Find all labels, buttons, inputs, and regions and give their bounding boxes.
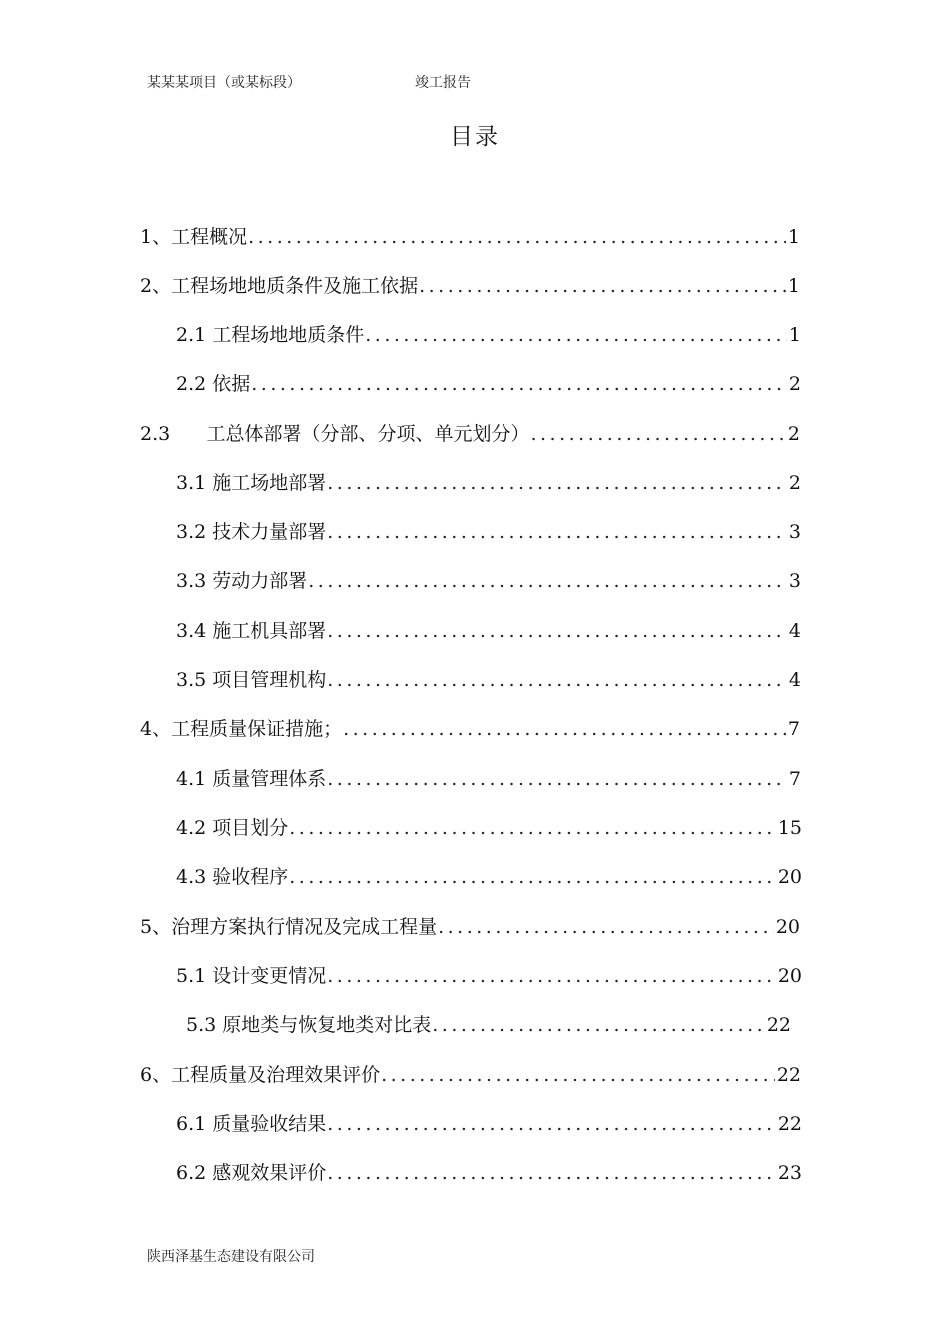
toc-dot-leader [419, 271, 786, 301]
toc-dot-leader [432, 1010, 765, 1040]
toc-entry-page: 23 [777, 1162, 802, 1184]
toc-entry-label: 6.1 质量验收结果 [176, 1113, 327, 1135]
toc-entry-label: 2.1 工程场地地质条件 [176, 324, 365, 346]
toc-entry-page: 7 [788, 768, 801, 790]
toc-entry-label: 6.2 感观效果评价 [176, 1162, 327, 1184]
toc-entry[interactable] [176, 320, 801, 350]
toc-entry-page: 22 [766, 1014, 791, 1036]
toc-entry[interactable] [140, 419, 800, 449]
toc-entry-page: 1 [788, 324, 801, 346]
header-project-name: 某某某项目（或某标段） [147, 75, 301, 91]
toc-entry[interactable] [176, 566, 801, 596]
toc-entry-label: 2.2 依据 [176, 373, 251, 395]
footer-company-name: 陕西泽基生态建设有限公司 [147, 1249, 315, 1265]
toc-entry-page: 22 [776, 1064, 801, 1086]
toc-entry[interactable] [140, 714, 800, 744]
page-title: 目录 [450, 124, 500, 150]
toc-entry-page: 2 [788, 472, 801, 494]
toc-entry-label: 4、工程质量保证措施； [140, 718, 343, 740]
toc-entry[interactable] [176, 764, 801, 794]
toc-dot-leader [289, 862, 776, 892]
toc-entry-label: 3.2 技术力量部署 [176, 521, 327, 543]
toc-dot-leader [327, 1109, 776, 1139]
toc-entry[interactable] [176, 665, 801, 695]
toc-entry-label: 3.3 劳动力部署 [176, 570, 308, 592]
toc-dot-leader [327, 764, 787, 794]
toc-dot-leader [438, 912, 774, 942]
toc-entry-label: 1、工程概况 [140, 226, 248, 248]
toc-entry[interactable] [176, 369, 801, 399]
toc-entry-page: 3 [788, 521, 801, 543]
toc-entry[interactable] [176, 616, 801, 646]
toc-entry-page: 2 [788, 373, 801, 395]
toc-entry-label: 5、治理方案执行情况及完成工程量 [140, 916, 438, 938]
toc-entry-page: 2 [787, 423, 800, 445]
toc-entry-page: 4 [788, 620, 801, 642]
toc-entry-page: 20 [777, 866, 802, 888]
toc-entry-label: 3.4 施工机具部署 [176, 620, 327, 642]
toc-entry[interactable] [140, 271, 800, 301]
toc-entry-label: 5.1 设计变更情况 [176, 965, 327, 987]
toc-entry-page: 3 [788, 570, 801, 592]
toc-dot-leader [365, 320, 787, 350]
toc-entry-label: 4.1 质量管理体系 [176, 768, 327, 790]
page-footer [147, 1246, 315, 1266]
toc-dot-leader [248, 222, 786, 252]
toc-entry[interactable] [140, 1060, 801, 1090]
toc-entry-page: 7 [787, 718, 800, 740]
toc-entry-page: 4 [788, 669, 801, 691]
toc-dot-leader [289, 813, 776, 843]
toc-entry[interactable] [176, 813, 802, 843]
toc-entry[interactable] [176, 1158, 802, 1188]
toc-entry-label: 6、工程质量及治理效果评价 [140, 1064, 381, 1086]
toc-entry-label: 3.5 项目管理机构 [176, 669, 327, 691]
toc-dot-leader [327, 517, 787, 547]
toc-dot-leader [327, 665, 787, 695]
toc-entry-label: 2.3 工总体部署（分部、分项、单元划分） [140, 423, 530, 445]
toc-entry-label: 4.2 项目划分 [176, 817, 289, 839]
toc-entry-label: 2、工程场地地质条件及施工依据 [140, 275, 419, 297]
toc-entry-page: 20 [775, 916, 800, 938]
toc-dot-leader [251, 369, 787, 399]
toc-entry[interactable] [176, 1109, 802, 1139]
toc-entry[interactable] [140, 912, 800, 942]
header-document-type: 竣工报告 [415, 75, 471, 91]
toc-dot-leader [343, 714, 786, 744]
toc-entry-page: 1 [787, 275, 800, 297]
toc-dot-leader [381, 1060, 775, 1090]
toc-entry-label: 3.1 施工场地部署 [176, 472, 327, 494]
toc-dot-leader [327, 1158, 776, 1188]
toc-dot-leader [327, 961, 776, 991]
toc-entry[interactable] [176, 862, 802, 892]
toc-entry-page: 15 [777, 817, 802, 839]
toc-entry[interactable] [176, 517, 801, 547]
toc-entry[interactable] [176, 468, 801, 498]
toc-entry[interactable] [186, 1010, 791, 1040]
toc-entry-label: 4.3 验收程序 [176, 866, 289, 888]
toc-entry[interactable] [176, 961, 802, 991]
toc-dot-leader [327, 616, 787, 646]
toc-entry-label: 5.3 原地类与恢复地类对比表 [186, 1014, 432, 1036]
toc-dot-leader [530, 419, 785, 449]
toc-entry-page: 1 [787, 226, 800, 248]
toc-dot-leader [327, 468, 787, 498]
toc-dot-leader [308, 566, 787, 596]
toc-entry[interactable] [140, 222, 800, 252]
toc-entry-page: 20 [777, 965, 802, 987]
toc-entry-page: 22 [777, 1113, 802, 1135]
